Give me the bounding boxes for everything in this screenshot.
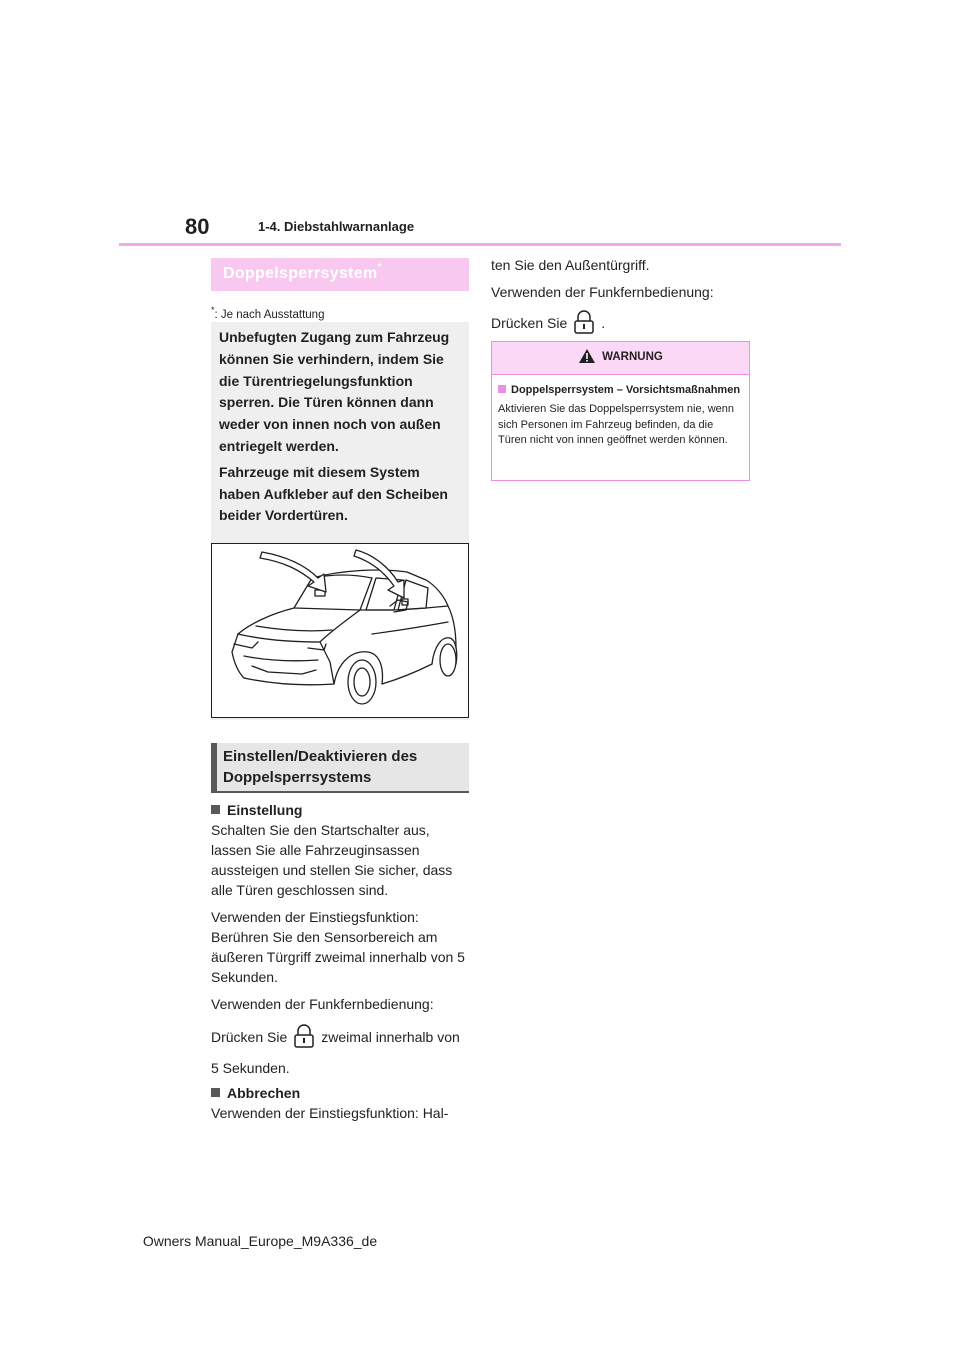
cancel-title: Abbrechen [211,1083,473,1103]
footnote-asterisk: * [211,305,215,315]
lock-icon [571,310,597,334]
doppelsperrsystem-heading [211,258,469,291]
cancel-paragraph: Verwenden der Einstiegsfunktion: Hal- [211,1105,449,1121]
footnote-text: : Je nach Ausstattung [214,308,325,321]
intro-paragraph-2: Fahrzeuge mit diesem System haben Aufkleber auf den Scheiben beider Vordertüren. [219,463,448,524]
page-number: 80 [185,214,210,239]
intro-text [219,327,463,531]
setting-heading: Einstellen/Deaktivieren des Doppelsperrsystems [211,743,469,793]
setting-paragraph-5: 5 Sekunden. [211,1060,290,1076]
warning-text: Aktivieren Sie das Doppelsperrsystem nie, wenn sich Personen im Fahrzeug befinden, da die Türen nicht von innen geöffnet werden können. [498,403,735,446]
section-title: 1-4. Diebstahlwarnanlage [258,219,415,234]
footer-text: Owners Manual_Europe_M9A336_de [142,1233,378,1249]
car-drawing [212,544,468,717]
setting-title: Einstellung [211,800,473,820]
remote-text: Verwenden der Funkfernbedienung: [491,284,714,300]
car-illustration [211,543,469,718]
header-rule [119,243,841,246]
warning-title: Doppelsperrsystem – Vorsichtsmaßnahmen [498,383,743,397]
warning-header [492,342,749,375]
press-prefix: Drücken Sie [491,315,568,331]
press-lock-text [491,310,753,334]
intro-paragraph-1: Unbefugten Zugang zum Fahrzeug können Sie verhindern, indem Sie die Türentriegelungsfunktion sperren. Die Türen können dann weder von innen noch von außen entriegelt werden. [219,329,450,454]
setting-paragraph-3: Verwenden der Funkfernbedienung: [211,996,434,1012]
press-text: Drücken Sie [211,1029,288,1045]
heading-asterisk: * [377,262,382,273]
right-column-text [491,255,753,334]
footnote [211,305,324,321]
setting-paragraph-1: Schalten Sie den Startschalter aus, lassen Sie alle Fahrzeuginsassen aussteigen und stellen Sie sicher, dass alle Türen geschlossen sind. [211,822,453,898]
warning-triangle-icon [578,348,596,364]
continued-text: ten Sie den Außentürgriff. [491,257,650,273]
setting-paragraph-4 [211,1024,473,1048]
setting-section [211,800,473,1123]
warning-box [491,341,750,481]
press-period: . [601,315,606,331]
heading-text: Doppelsperrsystem [223,265,378,282]
setting-paragraph-2: Verwenden der Einstiegsfunktion: Berühren Sie den Sensorbereich am äußeren Türgriff zweimal innerhalb von 5 Sekunden. [211,909,465,985]
warning-label: WARNUNG [602,351,663,363]
press-suffix: zweimal innerhalb von [321,1029,460,1045]
lock-icon [291,1024,317,1048]
